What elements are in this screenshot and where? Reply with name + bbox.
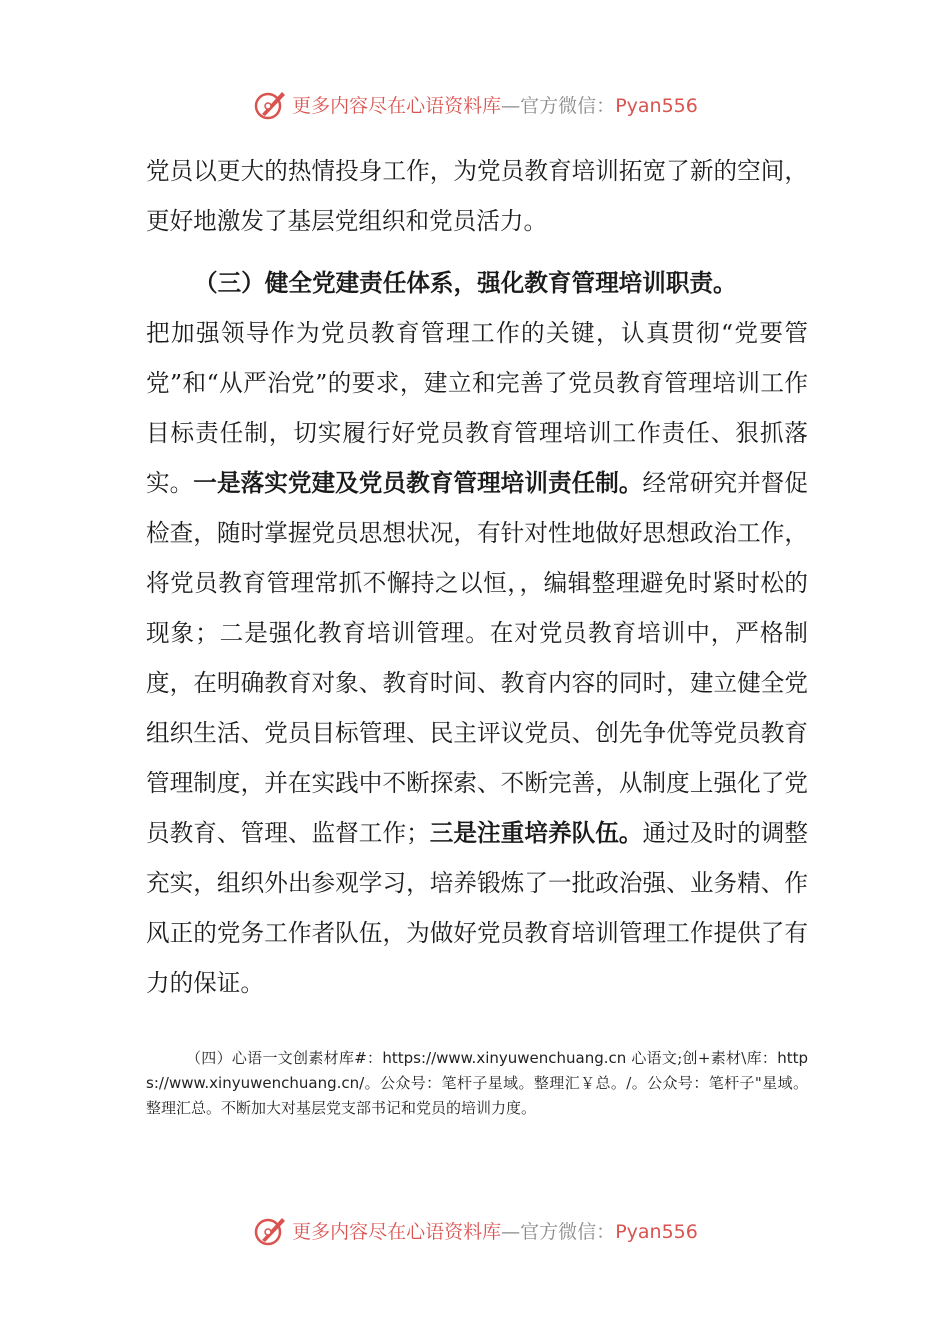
- section-heading-3: （三）健全党建责任体系，强化教育管理培训职责。: [194, 269, 737, 297]
- pen-circle-icon: [252, 86, 288, 122]
- banner-dash: —: [501, 94, 521, 117]
- banner-wechat-id: Pyan556: [615, 94, 698, 117]
- paragraph-2-body: 经常研究并督促检查，随时掌握党员思想状况，有针对性地做好思想政治工作，将党员教育管理常抓不懈持之以恒，，编辑整理避免时紧时松的现象；二是强化教育培训管理。在对党员教育培训中，严格制度，在明确教育对象、教育时间、教育内容的同时，建立健全党组织生活、党员目标管理、民主评议党员、创先争优等党员教育管理制度，并在实践中不断探索、不断完善，从制度上强化了党员教育、管理、监督工作；: [146, 469, 809, 847]
- paragraph-2-point-3: 三是注重培养队伍。: [429, 819, 643, 847]
- paragraph-2-intro: 把加强领导作为党员教育管理工作的关键，认真贯彻“党要管党”和“从严治党”的要求，建立和完善了党员教育管理培训工作目标责任制，切实履行好党员教育管理培训工作责任、狠抓落实。: [146, 319, 808, 497]
- banner-main-text: 更多内容尽在心语资料库: [292, 1220, 502, 1243]
- banner-text: [292, 1217, 698, 1244]
- banner-text: [292, 91, 698, 118]
- banner-main-text: 更多内容尽在心语资料库: [292, 94, 502, 117]
- banner-wechat-id: Pyan556: [615, 1220, 698, 1243]
- banner-official-label: 官方微信：: [520, 94, 616, 117]
- banner-official-label: 官方微信：: [520, 1220, 616, 1243]
- paragraph-2-closing: 通过及时的调整充实，组织外出参观学习，培养锻炼了一批政治强、业务精、作风正的党务工作者队伍，为做好党员教育培训管理工作提供了有力的保证。: [146, 819, 809, 997]
- footer-banner: [0, 1210, 950, 1250]
- paragraph-1: 党员以更大的热情投身工作，为党员教育培训拓宽了新的空间，更好地激发了基层党组织和党员活力。: [146, 157, 808, 235]
- note-line-1: （四）心语一文创素材库#：: [186, 1049, 383, 1067]
- paragraph-2-point-1: 一是落实党建及党员教育管理培训责任制。: [193, 469, 643, 497]
- note-url-1: https://www.xinyuwenchuang.cn: [382, 1049, 627, 1067]
- small-note: [146, 1046, 808, 1121]
- document-body: [146, 146, 808, 1008]
- note-line-2: 。公众号：笔杆子星域。整理汇￥总。/。公众号：笔杆子"星域。整理汇总。不断加大对基层党支部书记和党员的培训力度。: [146, 1074, 808, 1117]
- pen-circle-icon: [252, 1212, 288, 1248]
- paragraph-2: [146, 308, 808, 1008]
- header-banner: [0, 84, 950, 124]
- banner-dash: —: [501, 1220, 521, 1243]
- note-url-2: https://www.xinyuwenchuang.cn/: [146, 1049, 808, 1092]
- note-line-1-tail: 心语文;创+素材\库：: [626, 1049, 778, 1067]
